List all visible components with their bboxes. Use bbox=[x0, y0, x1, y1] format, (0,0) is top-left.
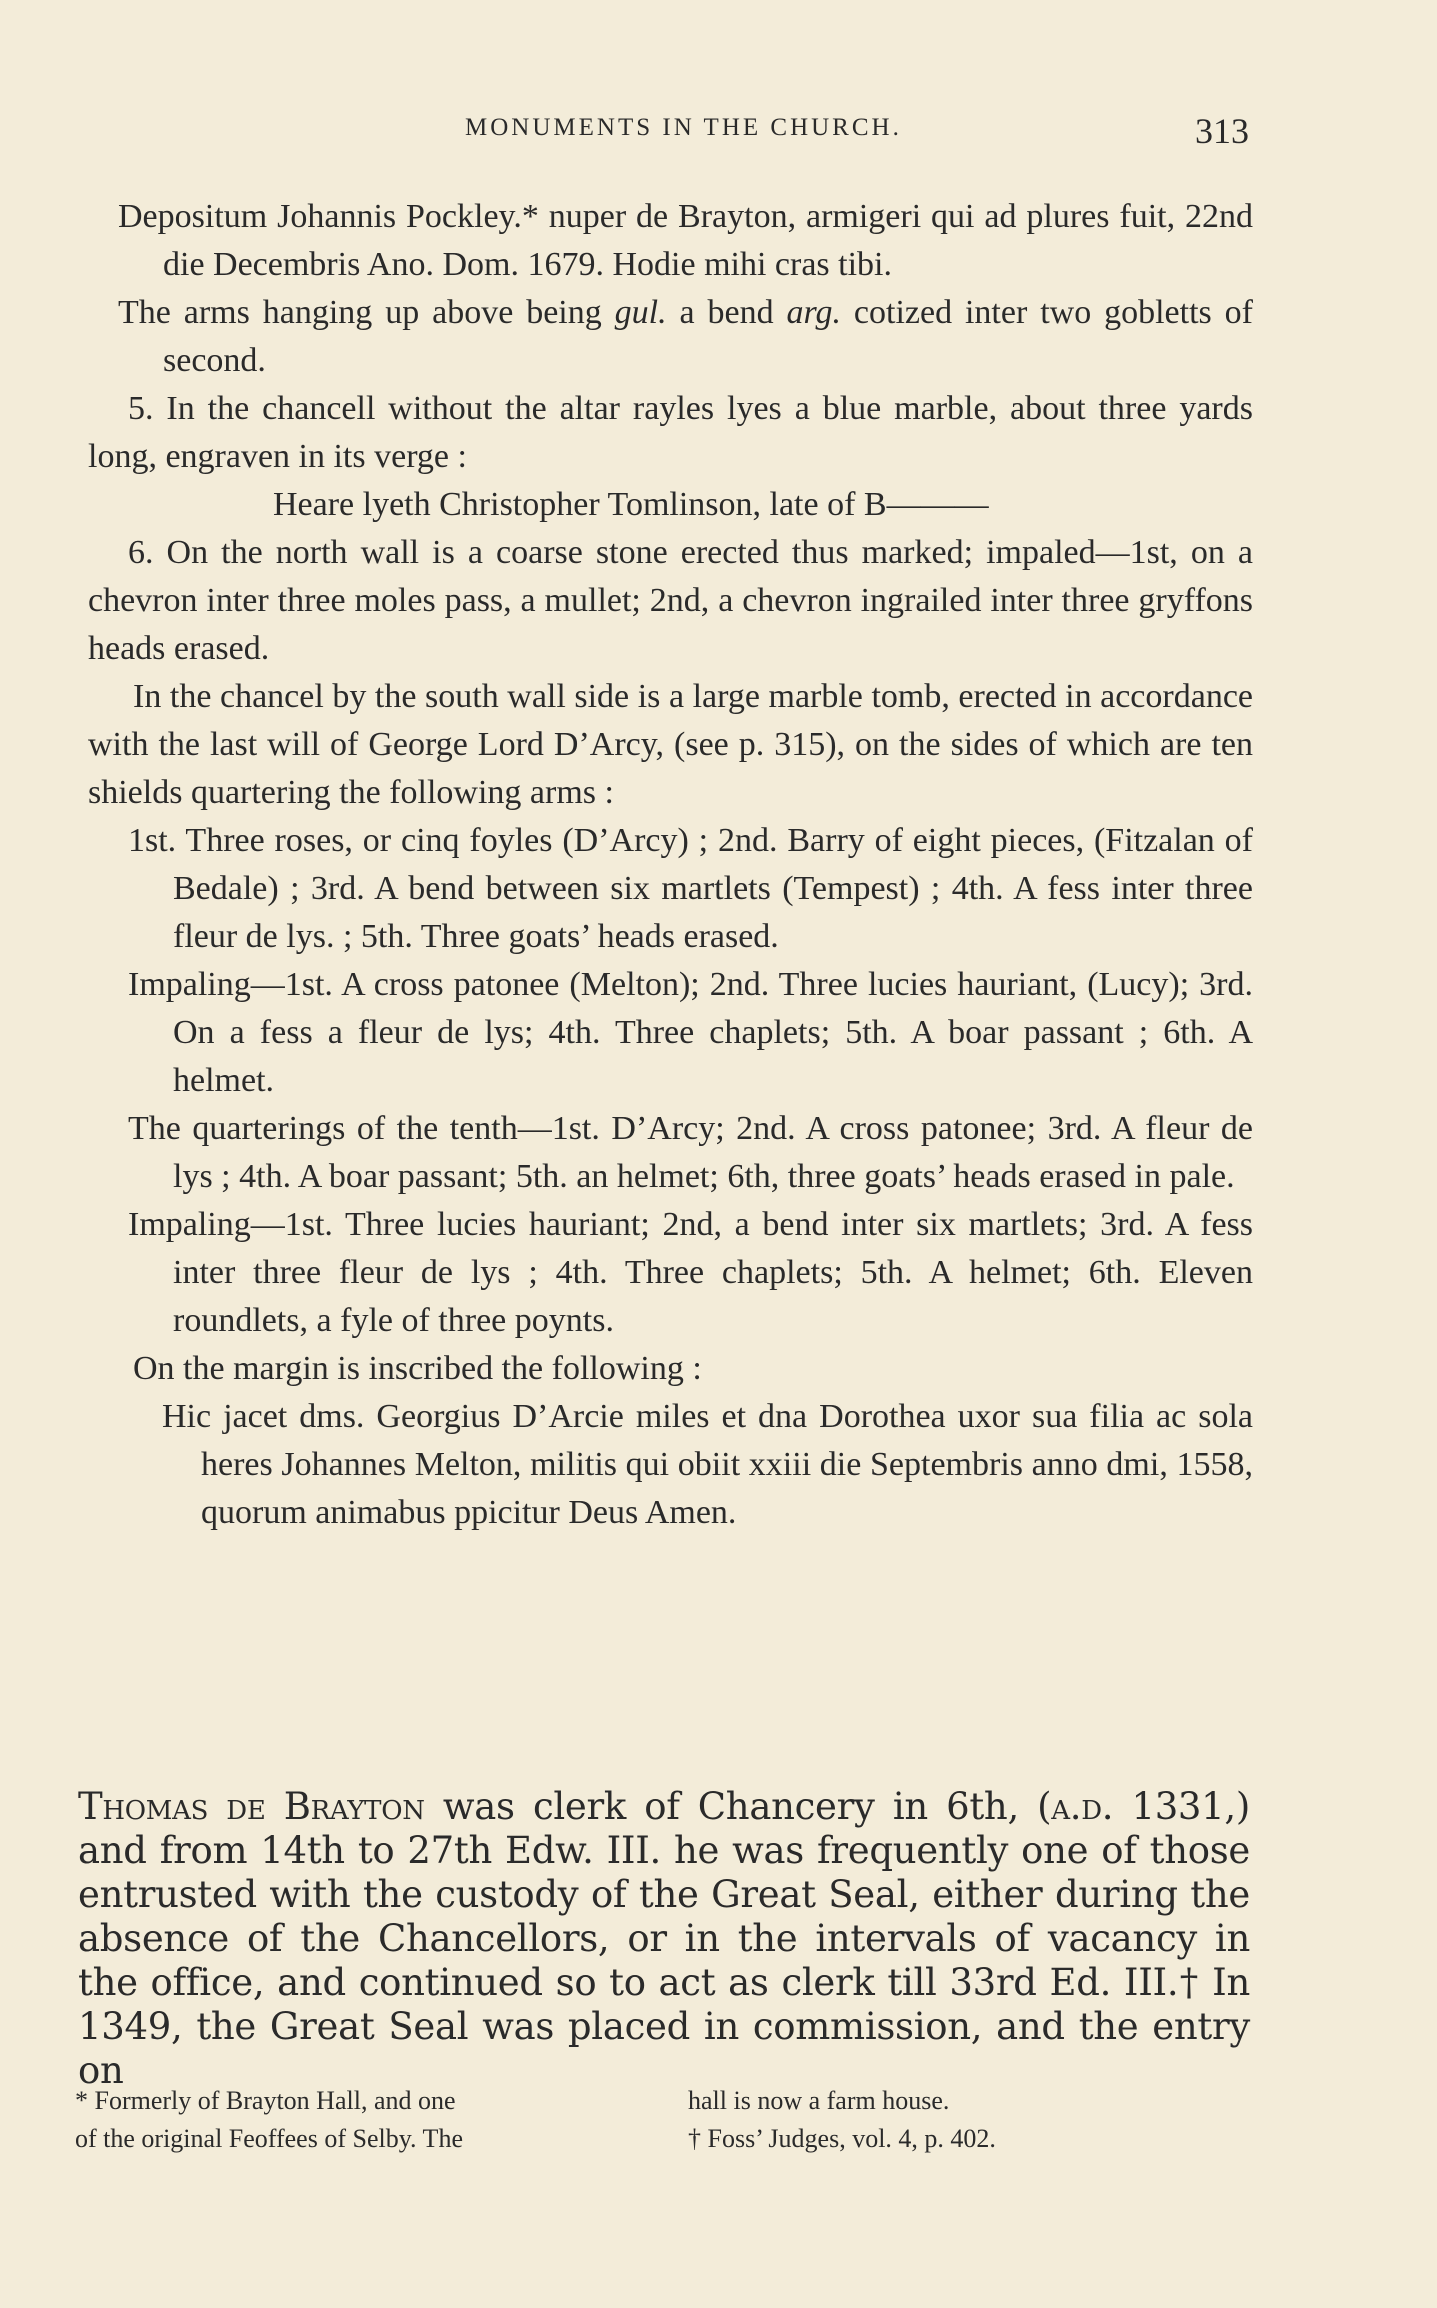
margin-note: On the margin is inscribed the following : bbox=[133, 1350, 702, 1387]
pockley-inscription: Depositum Johannis Pockley.* nuper de Brayton, armigeri qui ad plures fuit, 22nd die Decembris Ano. Dom. 1679. Hodie mihi cras tibi. bbox=[118, 198, 1253, 283]
item-5: 5. In the chancell without the altar rayles lyes a blue marble, about three yards long, engraven in its verge : bbox=[88, 390, 1253, 475]
pockley-arms: The arms hanging up above being gul. a bend arg. cotized inter two gobletts of second. bbox=[118, 294, 1253, 379]
thomas-de-brayton-paragraph: Thomas de Brayton was clerk of Chancery in 6th, (a.d. 1331,) and from 14th to 27th Edw. III. he was frequently one of those entrusted with the custody of the Great Seal, either during the absence of the Chancellors, or in the intervals of vacancy in the office, and continued so to act as clerk till 33rd Ed. III.† In 1349, the Great Seal was placed in commission, and the entry on bbox=[78, 1785, 1251, 2092]
tenth-quarterings: The quarterings of the tenth—1st. D’Arcy; 2nd. A cross patonee; 3rd. A fleur de lys ; 4th. A boar passant; 5th. an helmet; 6th, three goats’ heads erased in pale. bbox=[128, 1110, 1253, 1195]
impaling-list-2: Impaling—1st. Three lucies hauriant; 2nd, a bend inter six martlets; 3rd. A fess inter three fleur de lys ; 4th. Three chaplets; 5th. A helmet; 6th. Eleven roundlets, a fyle of three poynts. bbox=[128, 1206, 1253, 1339]
footnotes bbox=[0, 2082, 1437, 2162]
tomlinson-inscription: Heare lyeth Christopher Tomlinson, late of B——— bbox=[273, 486, 989, 523]
footnote-dagger: hall is now a farm house. † Foss’ Judges, vol. 4, p. 402. bbox=[688, 2086, 996, 2153]
item-6: 6. On the north wall is a coarse stone erected thus marked; impaled—1st, on a chevron inter three moles pass, a mullet; 2nd, a chevron ingrailed inter three gryffons heads erased. bbox=[88, 534, 1253, 667]
monument-inscriptions bbox=[88, 193, 1253, 1537]
running-title: MONUMENTS IN THE CHURCH. bbox=[465, 114, 902, 141]
person-name: Thomas de Brayton bbox=[78, 1785, 425, 1828]
footnote-star: * Formerly of Brayton Hall, and one of the original Feoffees of Selby. The bbox=[75, 2086, 463, 2153]
page-number: 313 bbox=[1195, 111, 1249, 151]
quarterings-list-1: 1st. Three roses, or cinq foyles (D’Arcy) ; 2nd. Barry of eight pieces, (Fitzalan of Bedale) ; 3rd. A bend between six martlets (Tempest) ; 4th. A fess inter three fleur de lys. ; 5th. Three goats’ heads erased. bbox=[128, 822, 1253, 955]
darcy-tomb-paragraph: In the chancel by the south wall side is a large marble tomb, erected in accordance with the last will of George Lord D’Arcy, (see p. 315), on the sides of which are ten shields quartering the following arms : bbox=[88, 678, 1253, 811]
page-header bbox=[0, 110, 1437, 154]
impaling-list-1: Impaling—1st. A cross patonee (Melton); 2nd. Three lucies hauriant, (Lucy); 3rd. On a fess a fleur de lys; 4th. Three chaplets; 5th. A boar passant ; 6th. A helmet. bbox=[128, 966, 1253, 1099]
darcie-inscription: Hic jacet dms. Georgius D’Arcie miles et dna Dorothea uxor sua filia ac sola heres Johannes Melton, militis qui obiit xxiii die Septembris anno dmi, 1558, quorum animabus ppicitur Deus Amen. bbox=[162, 1398, 1253, 1531]
